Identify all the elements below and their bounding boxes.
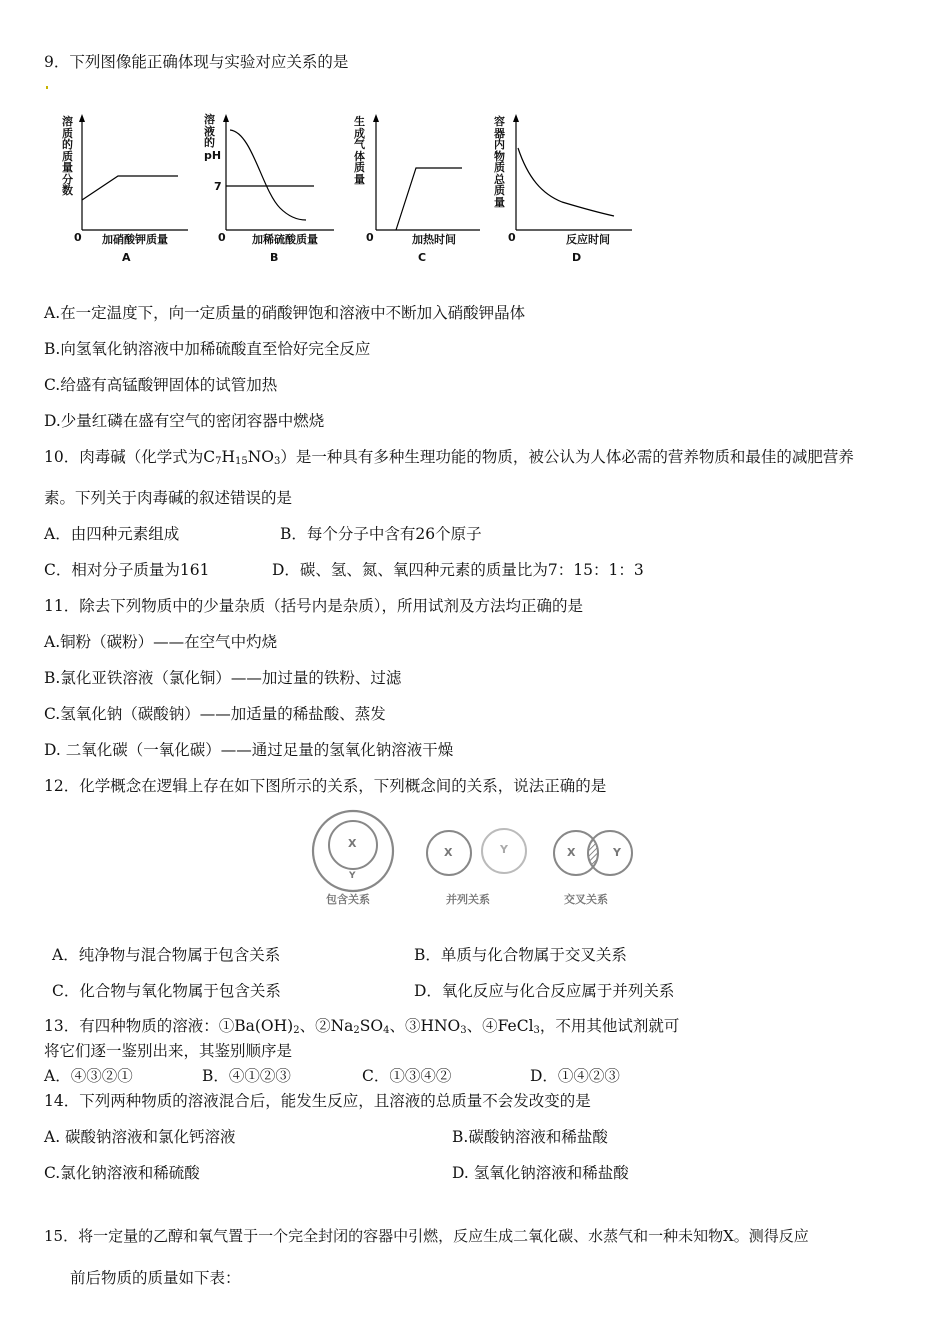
q12-option-a: A．纯净物与混合物属于包含关系 [52,946,281,964]
q12-option-d: D．氧化反应与化合反应属于并列关系 [414,982,675,1000]
q14-option-b: B.碳酸钠溶液和稀盐酸 [452,1128,608,1146]
q10-mid-h: H [221,448,235,466]
q10-stem [44,447,854,467]
q11-option-b: B.氯化亚铁溶液（氯化铜）——加过量的铁粉、过滤 [44,669,402,687]
q13-stem-line2: 将它们逐一鉴别出来，其鉴别顺序是 [44,1042,293,1060]
q14-option-a: A. 碳酸钠溶液和氯化钙溶液 [44,1128,236,1146]
q15-stem-line2: 前后物质的质量如下表： [70,1269,241,1287]
graph-b-tag: B [270,251,279,264]
q10-option-a: A．由四种元素组成 [44,525,180,543]
q9-option-b: B.向氢氧化钠溶液中加稀硫酸直至恰好完全反应 [44,340,371,358]
graph-d [492,108,642,268]
venn-intersect-x-label: X [567,846,576,859]
q12-venn-diagrams [300,805,650,915]
venn-parallel-x-label: X [444,846,453,859]
q11-stem: 11．除去下列物质中的少量杂质（括号内是杂质），所用试剂及方法均正确的是 [44,597,583,615]
graph-c-origin: 0 [366,231,374,244]
q14-option-d: D. 氢氧化钠溶液和稀盐酸 [452,1164,629,1182]
q9-option-d: D.少量红磷在盛有空气的密闭容器中燃烧 [44,412,325,430]
venn-parallel-y-label: Y [500,843,508,856]
graph-c-xlabel: 加热时间 [412,233,456,246]
q12-stem: 12．化学概念在逻辑上存在如下图所示的关系，下列概念间的关系，说法正确的是 [44,777,607,795]
q13-option-b: B．④①②③ [202,1067,291,1085]
graph-a [60,108,200,268]
q10-sub-h: 15 [235,456,248,467]
q10-option-d: D．碳、氢、氮、氧四种元素的质量比为7：15：1：3 [272,561,644,579]
q13-stem [44,1016,679,1036]
q10-mid-no: NO [247,448,275,466]
q10-option-c: C．相对分子质量为161 [44,561,210,579]
q13-stem-b: 、②Na [299,1017,354,1035]
graph-b-origin: 0 [218,231,226,244]
q12-option-c: C．化合物与氧化物属于包含关系 [52,982,281,1000]
graph-b-xlabel: 加稀硫酸质量 [252,233,318,246]
venn-label-intersection: 交叉关系 [564,893,608,906]
q11-option-d: D. 二氧化碳（一氧化碳）——通过足量的氢氧化钠溶液干燥 [44,741,454,759]
q14-stem: 14．下列两种物质的溶液混合后，能发生反应，且溶液的总质量不会发改变的是 [44,1092,591,1110]
q11-option-a: A.铜粉（碳粉）——在空气中灼烧 [44,633,278,651]
q13-stem-a: 13．有四种物质的溶液：①Ba(OH) [44,1017,294,1035]
graph-c [352,108,492,268]
q9-stem: 9．下列图像能正确体现与实验对应关系的是 [44,53,349,71]
q13-stem-e: 、④FeCl [466,1017,534,1035]
q13-stem-f: ，不用其他试剂就可 [539,1017,680,1035]
graph-d-curve [518,148,614,216]
q13-stem-d: 、③HNO [389,1017,461,1035]
graph-c-ylabel: 生成气体质量 [354,115,365,186]
graph-a-tag: A [122,251,131,264]
q14-option-c: C.氯化钠溶液和稀硫酸 [44,1164,200,1182]
q10-option-b: B．每个分子中含有26个原子 [280,525,482,543]
q10-stem-b: ）是一种具有多种生理功能的物质，被公认为人体必需的营养物质和最佳的减肥营养 [280,448,854,466]
q13-sub-3: 4 [383,1025,390,1036]
graph-c-tag: C [418,251,427,264]
graph-a-curve [82,176,178,200]
q12-option-b: B．单质与化合物属于交叉关系 [414,946,627,964]
q13-option-d: D．①④②③ [530,1067,620,1085]
venn-intersect-y-label: Y [613,846,621,859]
graph-a-ylabel: 溶质的质量分数 [62,115,73,197]
q10-stem-line2: 素。下列关于肉毒碱的叙述错误的是 [44,489,293,507]
q15-stem: 15．将一定量的乙醇和氧气置于一个完全封闭的容器中引燃，反应生成二氧化碳、水蒸气和一种未知物X。测得反应 [44,1227,809,1245]
venn-label-inclusion: 包含关系 [326,893,370,906]
graph-b-curve [230,130,306,220]
q10-sub-c: 7 [215,456,222,467]
graph-b [202,108,352,268]
q13-sub-5: 3 [533,1025,540,1036]
q13-option-c: C．①③④② [362,1067,452,1085]
stray-mark [46,86,48,89]
venn-label-parallel: 并列关系 [446,893,490,906]
graph-d-xlabel: 反应时间 [566,233,610,246]
graph-a-xlabel: 加硝酸钾质量 [102,233,168,246]
graph-a-origin: 0 [74,231,82,244]
graph-b-ylabel-ph: pH [204,149,222,162]
graph-b-tick-7: 7 [214,180,222,193]
q9-option-a: A.在一定温度下，向一定质量的硝酸钾饱和溶液中不断加入硝酸钾晶体 [44,304,526,322]
q10-sub-o: 3 [274,456,281,467]
q9-option-c: C.给盛有高锰酸钾固体的试管加热 [44,376,278,394]
q13-sub-4: 3 [460,1025,467,1036]
q13-sub-1: 2 [293,1025,300,1036]
graph-d-tag: D [572,251,582,264]
q11-option-c: C.氢氧化钠（碳酸钠）——加适量的稀盐酸、蒸发 [44,705,386,723]
q13-stem-c: SO [359,1017,384,1035]
q10-stem-a: 10．肉毒碱（化学式为C [44,448,216,466]
q13-option-a: A．④③②① [44,1067,133,1085]
venn-inclusion-y-label: Y [349,871,356,881]
venn-inclusion-x-label: X [348,837,357,850]
graph-b-ylabel: 溶液的 [204,113,215,149]
graph-d-origin: 0 [508,231,516,244]
graph-d-ylabel: 容器内物质总质量 [494,115,505,209]
graph-c-curve [396,168,462,230]
q13-sub-2: 2 [353,1025,360,1036]
